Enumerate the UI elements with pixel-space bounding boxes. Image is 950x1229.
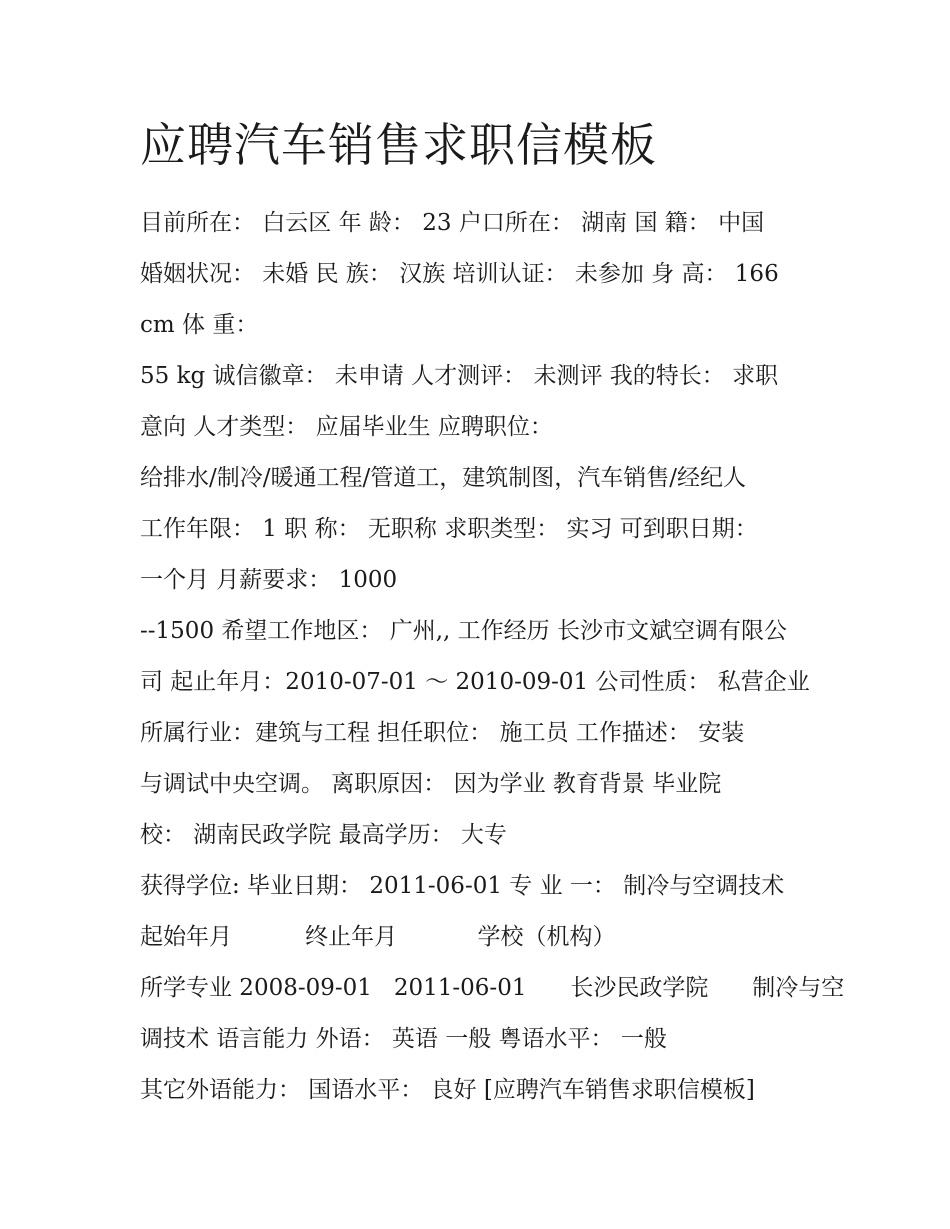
body-line: 一个月 月薪要求： 1000 <box>140 567 398 593</box>
body-line: cm 体 重： <box>140 312 259 338</box>
body-line: 校： 湖南民政学院 最高学历： 大专 <box>140 822 507 848</box>
body-line: 工作年限： 1 职 称： 无职称 求职类型： 实习 可到职日期： <box>140 516 758 542</box>
body-line: 目前所在： 白云区 年 龄： 23 户口所在： 湖南 国 籍： 中国 <box>140 210 765 236</box>
body-line: 所学专业 2008-09-01 2011-06-01 长沙民政学院 制冷与空 <box>140 975 845 1001</box>
body-line: 所属行业：建筑与工程 担任职位： 施工员 工作描述： 安装 <box>140 720 745 746</box>
body-line: 意向 人才类型： 应届毕业生 应聘职位： <box>140 414 553 440</box>
document-body <box>140 198 845 1116</box>
body-line: 55 kg 诚信徽章： 未申请 人才测评： 未测评 我的特长： 求职 <box>140 363 779 389</box>
body-line: --1500 希望工作地区： 广州,, 工作经历 长沙市文斌空调有限公 <box>140 618 787 644</box>
body-line: 司 起止年月：2010-07-01 ～ 2010-09-01 公司性质： 私营企业 <box>140 669 810 695</box>
body-line: 其它外语能力： 国语水平： 良好 [应聘汽车销售求职信模板] <box>140 1077 755 1103</box>
document-page <box>140 112 845 1116</box>
body-line: 起始年月 终止年月 学校（机构） <box>140 924 616 950</box>
document-title: 应聘汽车销售求职信模板 <box>140 118 657 172</box>
body-line: 与调试中央空调。 离职原因： 因为学业 教育背景 毕业院 <box>140 771 722 797</box>
body-line: 调技术 语言能力 外语： 英语 一般 粤语水平： 一般 <box>140 1026 667 1052</box>
body-line: 给排水/制冷/暖通工程/管道工，建筑制图，汽车销售/经纪人 <box>140 465 746 491</box>
body-line: 获得学位: 毕业日期： 2011-06-01 专 业 一： 制冷与空调技术 <box>140 873 785 899</box>
body-line: 婚姻状况： 未婚 民 族： 汉族 培训认证： 未参加 身 高： 166 <box>140 261 779 287</box>
